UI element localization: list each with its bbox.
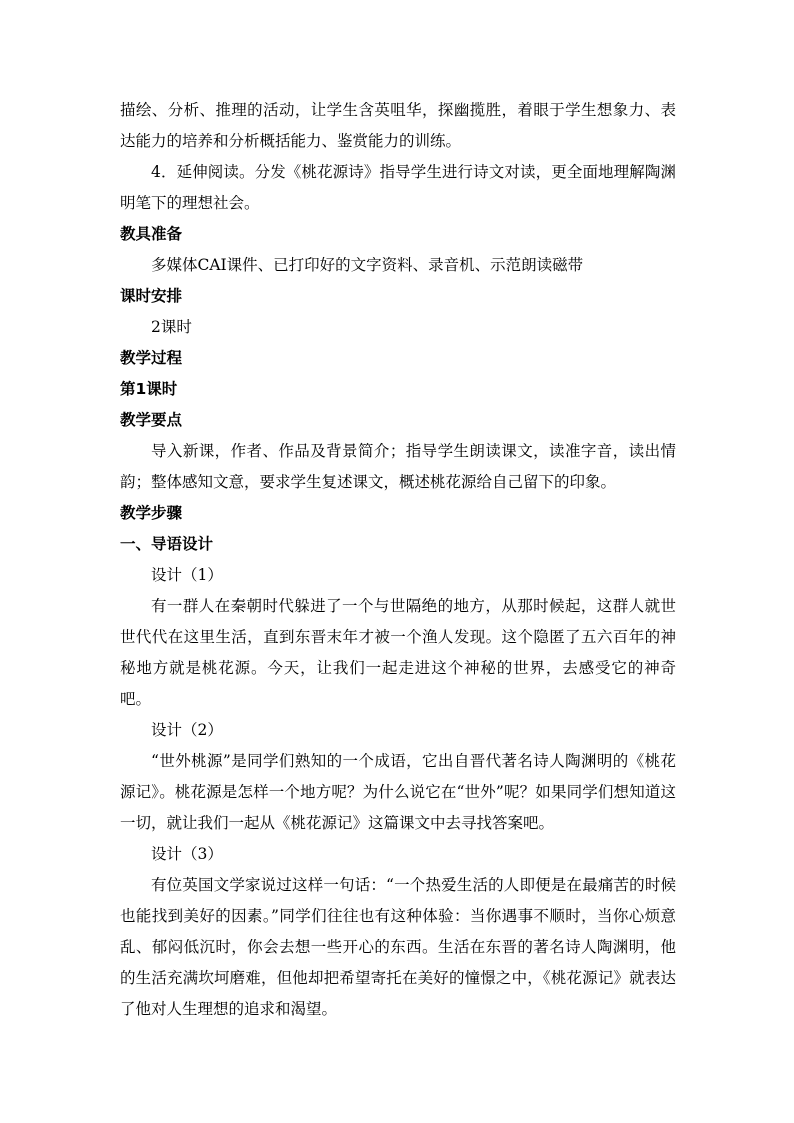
key-points-text: 导入新课，作者、作品及背景简介；指导学生朗读课文，读准字音，读出情韵；整体感知文意，要求学生复述课文，概述桃花源给自己留下的印象。	[120, 442, 676, 491]
objective-item-4: 4．延伸阅读。分发《桃花源诗》指导学生进行诗文对读，更全面地理解陶渊明笔下的理想社会。	[120, 163, 676, 212]
section-heading-teaching-aids: 教具准备	[120, 225, 183, 243]
section-heading-schedule: 课时安排	[120, 287, 183, 305]
teaching-aids-text: 多媒体CAI课件、已打印好的文字资料、录音机、示范朗读磁带	[151, 256, 584, 274]
design-1-label: 设计（1）	[151, 566, 223, 584]
section-heading-key-points: 教学要点	[120, 411, 183, 429]
section-heading-steps: 教学步骤	[120, 504, 183, 522]
schedule-text: 2课时	[151, 318, 192, 336]
section-heading-intro-design: 一、导语设计	[120, 535, 214, 553]
design-3-label: 设计（3）	[151, 845, 223, 863]
section-heading-lesson-1: 第1课时	[120, 380, 178, 398]
design-3-text: 有位英国文学家说过这样一句话：“一个热爱生活的人即便是在最痛苦的时候也能找到美好的因素。”同学们往往也有这种体验：当你遇事不顺时，当你心烦意乱、郁闷低沉时，你会去想一些开心的东西。生活在东晋的著名诗人陶渊明，他的生活充满坎坷磨难，但他却把希望寄托在美好的憧憬之中，《桃花源记》就表达了他对人生理想的追求和渴望。	[120, 876, 676, 1018]
design-2-label: 设计（2）	[151, 721, 223, 739]
objective-paragraph-continued: 描绘、分析、推理的活动，让学生含英咀华，探幽揽胜，着眼于学生想象力、表达能力的培养和分析概括能力、鉴赏能力的训练。	[120, 101, 676, 150]
design-1-text: 有一群人在秦朝时代躲进了一个与世隔绝的地方，从那时候起，这群人就世世代代在这里生活，直到东晋末年才被一个渔人发现。这个隐匿了五六百年的神秘地方就是桃花源。今天，让我们一起走进这个神秘的世界，去感受它的神奇吧。	[120, 597, 676, 708]
document-body	[120, 95, 676, 1025]
section-heading-process: 教学过程	[120, 349, 183, 367]
design-2-text: “世外桃源”是同学们熟知的一个成语，它出自晋代著名诗人陶渊明的《桃花源记》。桃花源是怎样一个地方呢？为什么说它在“世外”呢？如果同学们想知道这一切，就让我们一起从《桃花源记》这篇课文中去寻找答案吧。	[120, 752, 676, 832]
